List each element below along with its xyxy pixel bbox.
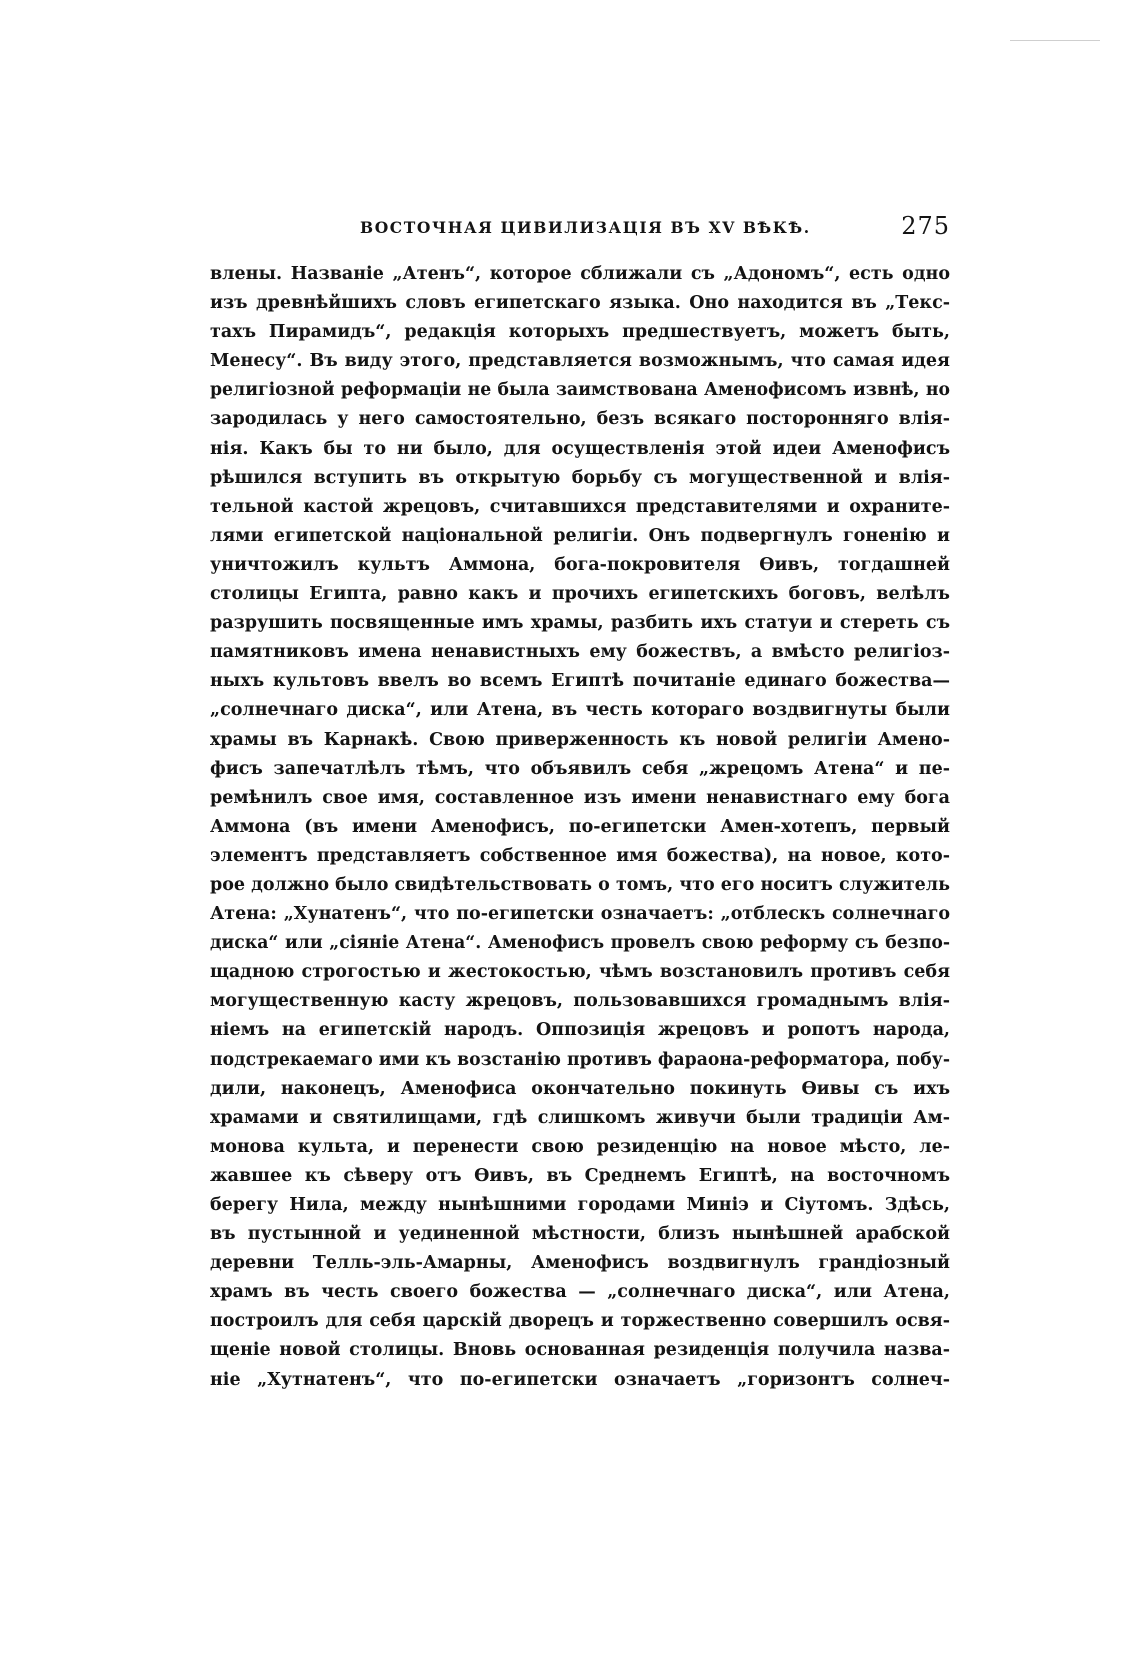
corner-rule xyxy=(1010,40,1100,41)
text-line: влены. Названіе „Атенъ“, которое сближали съ „Адономъ“, есть одно xyxy=(210,264,950,284)
text-line: зародилась у него самостоятельно, безъ всякаго посторонняго влія- xyxy=(210,409,950,430)
page-number: 275 xyxy=(901,212,950,240)
text-line: Менесу“. Въ виду этого, представляется возможнымъ, что самая идея xyxy=(210,351,950,372)
text-line: религіозной реформаціи не была заимствована Аменофисомъ извнѣ, но xyxy=(210,380,950,401)
text-line: тельной кастой жрецовъ, считавшихся представителями и охраните- xyxy=(210,496,950,517)
text-line: разрушить посвященные имъ храмы, разбить ихъ статуи и стереть съ xyxy=(210,613,950,634)
text-line: рѣшился вступить въ открытую борьбу съ могущественной и влія- xyxy=(210,467,950,488)
text-line: Аммона (въ имени Аменофисъ, по-египетски Амен-хотепъ, первый xyxy=(210,816,950,837)
text-line: нія. Какъ бы то ни было, для осуществленія этой идеи Аменофисъ xyxy=(210,438,950,459)
text-line: храмы въ Карнакѣ. Свою приверженность къ новой религіи Амено- xyxy=(210,729,950,750)
text-line: столицы Египта, равно какъ и прочихъ египетскихъ боговъ, велѣлъ xyxy=(210,584,950,605)
text-line: монова культа, и перенести свою резиденцію на новое мѣсто, ле- xyxy=(210,1136,950,1157)
body-text xyxy=(210,260,950,1395)
text-line: ныхъ культовъ ввелъ во всемъ Египтѣ почитаніе единаго божества— xyxy=(210,671,950,692)
text-line: элементъ представляетъ собственное имя божества), на новое, кото- xyxy=(210,845,950,866)
text-line: храмъ въ честь своего божества — „солнечнаго диска“, или Атена, xyxy=(210,1282,950,1303)
text-line: дили, наконецъ, Аменофиса окончательно покинуть Өивы съ ихъ xyxy=(210,1078,950,1099)
text-line: щадною строгостью и жестокостью, чѣмъ возстановилъ противъ себя xyxy=(210,962,950,983)
running-title: ВОСТОЧНАЯ ЦИВИЛИЗАЦІЯ ВЪ XV ВѢКѢ. xyxy=(360,218,811,237)
text-line: Атена: „Хунатенъ“, что по-египетски означаетъ: „отблескъ солнечнаго xyxy=(210,904,950,925)
text-line: ремѣнилъ свое имя, составленное изъ имени ненавистнаго ему бога xyxy=(210,787,950,808)
text-line: памятниковъ имена ненавистныхъ ему божествъ, а вмѣсто религіоз- xyxy=(210,642,950,663)
text-line: берегу Нила, между нынѣшними городами Миніэ и Сіутомъ. Здѣсь, xyxy=(210,1195,950,1215)
text-line: подстрекаемаго ими къ возстанію противъ фараона-реформатора, побу- xyxy=(210,1049,950,1070)
text-line: жавшее къ сѣверу отъ Өивъ, въ Среднемъ Египтѣ, на восточномъ xyxy=(210,1165,950,1186)
text-line: щеніе новой столицы. Вновь основанная резиденція получила назва- xyxy=(210,1340,950,1361)
text-line: „солнечнаго диска“, или Атена, въ честь котораго воздвигнуты были xyxy=(210,700,950,721)
text-line: рое должно было свидѣтельствовать о томъ, что его носитъ служитель xyxy=(210,874,950,895)
text-line: въ пустынной и уединенной мѣстности, близъ нынѣшней арабской xyxy=(210,1224,950,1245)
text-line: ніе „Хутнатенъ“, что по-египетски означаетъ „горизонтъ солнеч- xyxy=(210,1369,950,1390)
text-line: изъ древнѣйшихъ словъ египетскаго языка. Оно находится въ „Текс- xyxy=(210,293,950,314)
page-header xyxy=(210,212,950,244)
text-line: диска“ или „сіяніе Атена“. Аменофисъ провелъ свою реформу съ безпо- xyxy=(210,933,950,954)
text-line: деревни Телль-эль-Амарны, Аменофисъ воздвигнулъ грандіозный xyxy=(210,1253,950,1274)
text-line: могущественную касту жрецовъ, пользовавшихся громаднымъ влія- xyxy=(210,991,950,1012)
text-line: ніемъ на египетскій народъ. Оппозиція жрецовъ и ропотъ народа, xyxy=(210,1020,950,1041)
text-line: тахъ Пирамидъ“, редакція которыхъ предшествуетъ, можетъ быть, xyxy=(210,322,950,343)
text-line: построилъ для себя царскій дворецъ и торжественно совершилъ освя- xyxy=(210,1311,950,1332)
text-line: уничтожилъ культъ Аммона, бога-покровителя Өивъ, тогдашней xyxy=(210,554,950,575)
text-line: лями египетской національной религіи. Онъ подвергнулъ гоненію и xyxy=(210,525,950,546)
text-line: фисъ запечатлѣлъ тѣмъ, что объявилъ себя „жрецомъ Атена“ и пе- xyxy=(210,758,950,779)
text-line: храмами и святилищами, гдѣ слишкомъ живучи были традиціи Ам- xyxy=(210,1107,950,1128)
